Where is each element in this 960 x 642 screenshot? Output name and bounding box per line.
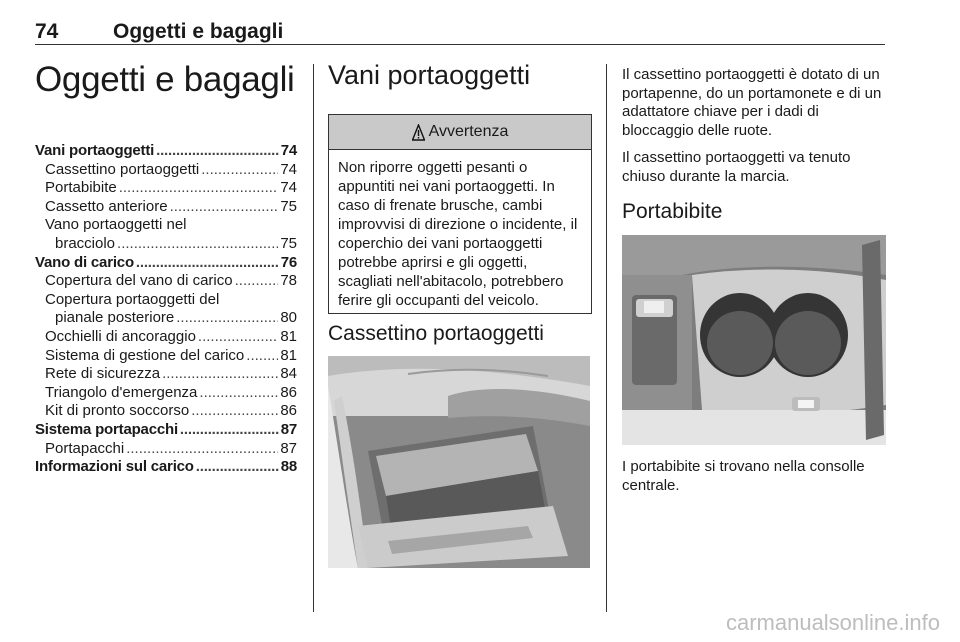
toc-page-number: 84: [280, 365, 297, 383]
toc-page-number: 76: [280, 253, 297, 271]
toc-sub-entry[interactable]: [35, 198, 297, 217]
toc-page-number: 75: [280, 234, 297, 252]
toc-page-number: 80: [280, 309, 297, 327]
toc-main-entry[interactable]: [35, 421, 297, 440]
toc-leader-dots: [235, 272, 279, 291]
chapter-title: Oggetti e bagagli: [35, 60, 295, 99]
section-heading-wrap: [328, 60, 592, 91]
toc-leader-dots: [162, 365, 278, 384]
toc-entry-label: Rete di sicurezza: [45, 365, 161, 383]
cupholder-heading: Portabibite: [622, 200, 723, 223]
toc-leader-dots: [176, 309, 278, 328]
toc-entry-label: Copertura portaoggetti del: [45, 290, 220, 308]
toc-page-number: 86: [280, 383, 297, 401]
toc-leader-dots: [196, 458, 279, 477]
warning-text: Non riporre oggetti pesanti o appuntiti nei vani portaoggetti. In caso di frenate brusche, cambi improvvisi di direzione o incidente, il coperchio dei vani portaoggetti potrebbe aprirsi e gli oggetti, scagliati nell'abitacolo, potrebbero ferire gli occupanti del veicolo.: [338, 159, 578, 309]
toc-main-entry[interactable]: [35, 142, 297, 161]
cupholder-illustration: [622, 235, 886, 445]
warning-title: Avvertenza: [428, 123, 509, 140]
toc-sub-entry[interactable]: [35, 328, 297, 347]
page-header: [35, 8, 885, 45]
toc-entry-label: Portabibite: [45, 179, 117, 197]
toc-leader-dots: [199, 384, 278, 403]
header-title: Oggetti e bagagli: [113, 20, 284, 43]
toc-sub-entry[interactable]: [35, 384, 297, 403]
toc-sub-entry[interactable]: [35, 179, 297, 198]
page-number: 74: [35, 20, 59, 43]
table-of-contents: [35, 142, 297, 477]
toc-entry-label: Informazioni sul carico: [35, 458, 194, 476]
toc-page-number: 74: [280, 142, 297, 159]
toc-sub-entry[interactable]: [35, 309, 297, 328]
glovebox-paragraph-2: Il cassettino portaoggetti va tenuto chiuso durante la marcia.: [622, 149, 851, 185]
toc-main-entry[interactable]: [35, 458, 297, 477]
toc-page-number: 81: [280, 327, 297, 345]
toc-entry-label: Kit di pronto soccorso: [45, 402, 190, 420]
toc-leader-dots: [191, 402, 278, 421]
column-divider: [606, 64, 607, 612]
toc-entry-label: Occhielli di ancoraggio: [45, 327, 196, 345]
toc-leader-dots: [136, 254, 279, 273]
toc-page-number: 74: [280, 179, 297, 197]
toc-page-number: 87: [280, 439, 297, 457]
toc-entry-label: Sistema di gestione del carico: [45, 346, 245, 364]
warning-header: [329, 115, 591, 150]
toc-leader-dots: [156, 142, 279, 161]
watermark: carmanualsonline.info: [725, 610, 940, 635]
toc-page-number: 75: [280, 197, 297, 215]
toc-entry-label: Cassettino portaoggetti: [45, 160, 200, 178]
toc-main-entry[interactable]: [35, 254, 297, 273]
warning-icon: [412, 124, 425, 141]
toc-sub-entry[interactable]: [35, 440, 297, 459]
glovebox-paragraph-1: Il cassettino portaoggetti è dotato di un portapenne, do un portamonete e di un adattatore chiave per i dadi di bloccaggio delle ruote.: [622, 66, 882, 139]
toc-entry-label: pianale posteriore: [55, 309, 175, 327]
toc-page-number: 81: [280, 346, 297, 364]
toc-page-number: 88: [280, 458, 297, 476]
glovebox-heading: Cassettino portaoggetti: [328, 322, 544, 345]
toc-leader-dots: [180, 421, 279, 440]
section-title: Vani portaoggetti: [328, 60, 531, 90]
toc-entry-label: Cassetto anteriore: [45, 197, 168, 215]
toc-page-number: 78: [280, 272, 297, 290]
column-divider: [313, 64, 314, 612]
toc-sub-entry[interactable]: [35, 272, 297, 291]
toc-page-number: 74: [280, 160, 297, 178]
toc-leader-dots: [246, 347, 278, 366]
toc-entry-label: Vano di carico: [35, 253, 134, 271]
toc-leader-dots: [117, 235, 278, 254]
toc-entry-label: bracciolo: [55, 234, 116, 252]
toc-entry-label: Sistema portapacchi: [35, 420, 178, 438]
toc-sub-entry[interactable]: [35, 402, 297, 421]
warning-box: [328, 114, 592, 314]
toc-entry-label: Vano portaoggetti nel: [45, 216, 187, 234]
cupholder-caption: I portabibite si trovano nella consolle centrale.: [622, 458, 865, 494]
toc-leader-dots: [198, 328, 278, 347]
toc-sub-entry[interactable]: [35, 161, 297, 180]
toc-leader-dots: [170, 198, 279, 217]
toc-leader-dots: [126, 440, 278, 459]
toc-entry-label: Vani portaoggetti: [35, 142, 155, 159]
glovebox-illustration: [328, 356, 590, 568]
toc-page-number: 86: [280, 402, 297, 420]
toc-sub-entry[interactable]: [35, 347, 297, 366]
toc-entry-label: Triangolo d'emergenza: [45, 383, 198, 401]
toc-entry-label: Portapacchi: [45, 439, 125, 457]
toc-sub-entry[interactable]: [35, 365, 297, 384]
toc-leader-dots: [201, 161, 278, 180]
toc-page-number: 87: [280, 420, 297, 438]
toc-sub-entry[interactable]: [35, 235, 297, 254]
text-column-3: [622, 66, 888, 196]
toc-leader-dots: [119, 179, 279, 198]
toc-entry-label: Copertura del vano di carico: [45, 272, 233, 290]
